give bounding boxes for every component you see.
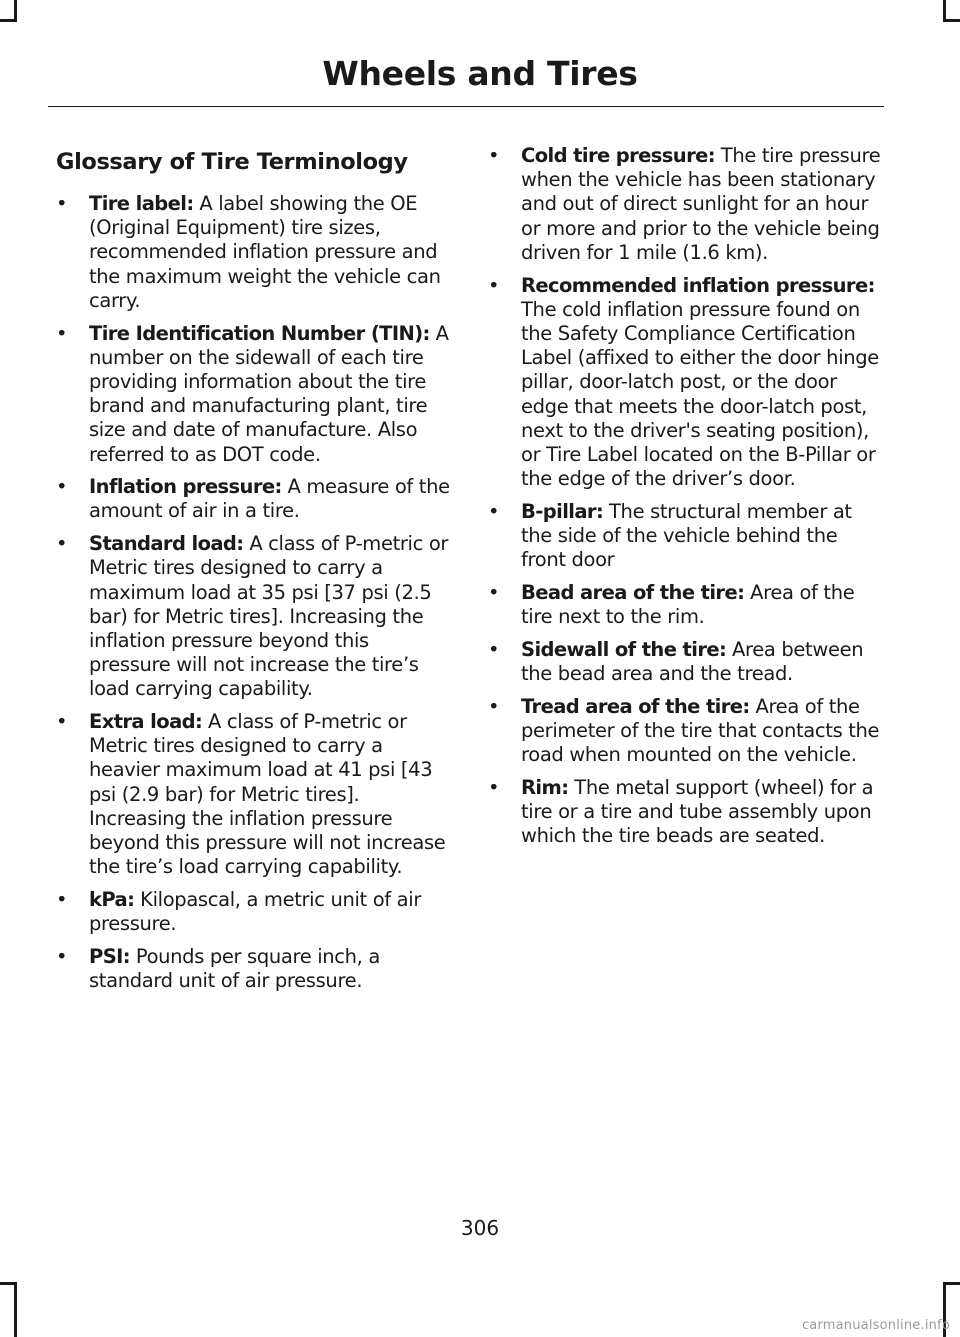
glossary-definition: A measure of the amount of air in a tire. <box>89 475 450 523</box>
section-title: Glossary of Tire Terminology <box>56 149 408 175</box>
glossary-definition: Area between the bead area and the tread. <box>521 637 864 686</box>
glossary-definition: The tire pressure when the vehicle has been stationary and out of direct sunlight for an hour or more and prior to the vehicle being driven for 1 mile (1.6 km). <box>521 144 881 264</box>
glossary-term: Cold tire pressure: <box>521 144 715 167</box>
bullet-glyph: • <box>56 321 68 345</box>
glossary-term: B-pillar: <box>521 499 604 523</box>
glossary-definition: The metal support (wheel) for a tire or a tire and tube assembly upon which the tire beads are seated. <box>521 775 874 848</box>
watermark: carmanualsonline.info <box>801 1318 950 1333</box>
bullet-glyph: • <box>488 694 500 718</box>
bullet-glyph: • <box>488 499 500 523</box>
bullet-glyph: • <box>56 710 68 734</box>
header-divider <box>48 106 884 107</box>
glossary-term: Rim: <box>521 775 569 799</box>
bullet-glyph: • <box>488 580 500 604</box>
glossary-item <box>56 192 452 313</box>
glossary-item <box>488 581 884 629</box>
glossary-term: Recommended inflation pressure: <box>521 273 875 297</box>
glossary-item <box>56 322 452 467</box>
glossary-definition: A label showing the OE (Original Equipment) tire sizes, recommended inflation pressure and the maximum weight the vehicle can carry. <box>89 192 441 312</box>
glossary-item <box>56 532 452 701</box>
crop-mark-top-left-h <box>0 19 17 22</box>
glossary-list-left <box>56 192 452 993</box>
right-column <box>488 144 884 857</box>
bullet-glyph: • <box>488 637 500 661</box>
glossary-item <box>56 710 452 879</box>
glossary-definition: A number on the sidewall of each tire providing information about the tire brand and manufacturing plant, tire size and date of manufacture. Also referred to as DOT code. <box>89 321 449 466</box>
glossary-term: Tire Identification Number (TIN): <box>89 321 430 345</box>
glossary-term: Bead area of the tire: <box>521 580 745 604</box>
glossary-item <box>56 888 452 936</box>
glossary-term: Tire label: <box>89 192 194 215</box>
bullet-glyph: • <box>56 887 68 911</box>
glossary-term: kPa: <box>89 887 135 911</box>
glossary-definition: The structural member at the side of the vehicle behind the front door <box>521 499 852 572</box>
bullet-glyph: • <box>56 475 68 499</box>
bullet-glyph: • <box>488 775 500 799</box>
glossary-definition: Kilopascal, a metric unit of air pressure. <box>89 887 421 936</box>
glossary-item <box>56 475 452 523</box>
glossary-definition: Pounds per square inch, a standard unit of air pressure. <box>89 944 380 993</box>
bullet-glyph: • <box>56 192 68 215</box>
glossary-term: PSI: <box>89 944 130 968</box>
bullet-glyph: • <box>56 532 68 556</box>
glossary-term: Standard load: <box>89 532 244 556</box>
crop-mark-bottom-left <box>14 1282 17 1337</box>
glossary-item <box>488 776 884 849</box>
glossary-item <box>488 274 884 492</box>
bullet-glyph: • <box>488 144 500 167</box>
page-number: 306 <box>460 1216 500 1240</box>
glossary-term: Sidewall of the tire: <box>521 637 727 661</box>
crop-mark-top-right-h <box>943 19 960 22</box>
crop-mark-bottom-left-h <box>0 1282 17 1285</box>
page-header-title: Wheels and Tires <box>322 54 638 93</box>
glossary-item <box>488 695 884 768</box>
glossary-item <box>56 945 452 993</box>
glossary-definition: The cold inflation pressure found on the Safety Compliance Certification Label (affixed to either the door hinge pillar, door-latch post, or the door edge that meets the door-latch post, next to the driver's seating position), or Tire Label located on the B-Pillar or the edge of the driver’s door. <box>521 297 879 491</box>
left-column <box>56 144 452 1002</box>
glossary-term: Extra load: <box>89 710 203 734</box>
glossary-term: Tread area of the tire: <box>521 694 750 718</box>
glossary-definition: Area of the perimeter of the tire that contacts the road when mounted on the vehicle. <box>521 694 880 767</box>
glossary-term: Inflation pressure: <box>89 475 282 499</box>
glossary-definition: A class of P-metric or Metric tires designed to carry a heavier maximum load at 41 psi [43 psi (2.9 bar) for Metric tires]. Increasing the inflation pressure beyond this pressure will not increase the tire’s load carrying capability. <box>89 710 446 879</box>
glossary-item <box>488 144 884 265</box>
glossary-item <box>488 638 884 686</box>
bullet-glyph: • <box>488 273 500 297</box>
glossary-item <box>488 500 884 573</box>
crop-mark-bottom-right-h <box>943 1282 960 1285</box>
bullet-glyph: • <box>56 944 68 968</box>
glossary-list-right <box>488 144 884 848</box>
glossary-definition: Area of the tire next to the rim. <box>521 580 855 629</box>
glossary-definition: A class of P-metric or Metric tires designed to carry a maximum load at 35 psi [37 psi (2.5 bar) for Metric tires]. Increasing the inflation pressure beyond this pressure will not increase the tire’s load carrying capability. <box>89 532 449 701</box>
